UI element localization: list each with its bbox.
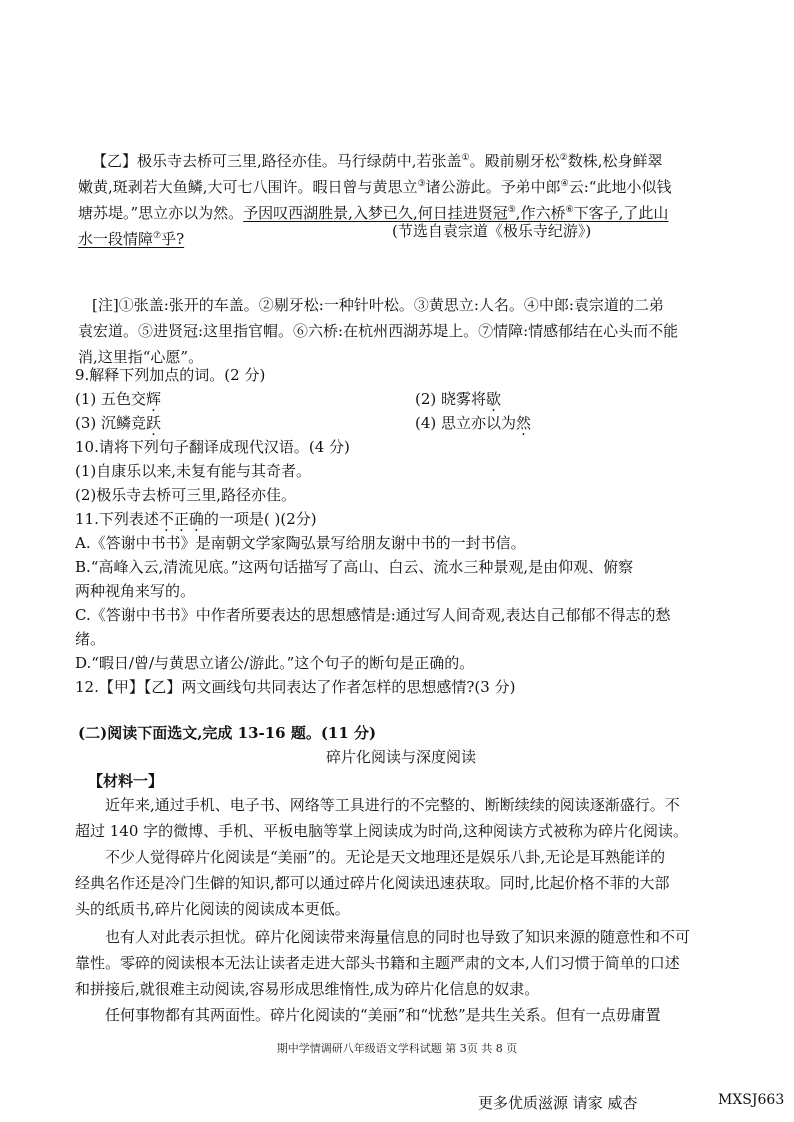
q9-item-row-1 (75, 386, 727, 412)
q11-option-c-line-2: 绪。 (75, 630, 106, 648)
q11-option-b-line-1: B.“高峰入云,清流见底。”这两句话描写了高山、白云、流水三种景观,是由仰观、俯察 (75, 558, 634, 576)
q11-option-c-line-1: C.《答谢中书书》中作者所要表达的思想感情是:通过写人间奇观,表达自己郁郁不得志的愁 (75, 606, 671, 624)
q11-option-a: A.《答谢中书书》是南朝文学家陶弘景写给朋友谢中书的一封书信。 (75, 534, 526, 552)
q9-item-4: (4) 思立亦以为然 (415, 414, 532, 432)
q10-sentence-2: (2)极乐寺去桥可三里,路径亦佳。 (75, 486, 297, 504)
question-12-title: 12.【甲】【乙】两文画线句共同表达了作者怎样的思想感情?(3 分) (75, 678, 516, 696)
article-title: 碎片化阅读与深度阅读 (325, 748, 476, 766)
material-1-label: 【材料一】 (88, 772, 164, 790)
q11-option-d: D.“暇日/曾/与黄思立诸公/游此。”这个句子的断句是正确的。 (75, 654, 475, 672)
para-1-line-1: 近年来,通过手机、电子书、网络等工具进行的不完整的、断断续续的阅读逐渐盛行。不 (105, 796, 680, 814)
question-10-title: 10.请将下列句子翻译成现代汉语。(4 分) (75, 438, 350, 456)
para-3-line-2: 靠性。零碎的阅读根本无法让读者走进大部头书籍和主题严肃的文本,人们习惯于简单的口述 (75, 954, 680, 972)
para-2-line-3: 头的纸质书,碎片化阅读的阅读成本更低。 (75, 900, 350, 918)
q11-option-b-line-2: 两种视角来写的。 (75, 582, 196, 600)
q10-sentence-1: (1)自康乐以来,未复有能与其奇者。 (75, 462, 312, 480)
para-1-line-2: 超过 140 字的微博、手机、平板电脑等掌上阅读成为时尚,这种阅读方式被称为碎片化阅读。 (75, 822, 688, 840)
q9-item-3: (3) 沉鳞竞跃 (75, 414, 162, 432)
passage-yi-line-4: 水一段情障⑦乎? (78, 230, 185, 248)
note-line-3: 消,这里指“心愿”。 (78, 348, 204, 366)
page-footer: 期中学情调研八年级语文学科试题 第 3页 共 8 页 (276, 1042, 518, 1055)
para-3-line-3: 和拼接后,就很难主动阅读,容易形成思维惰性,成为碎片化信息的奴隶。 (75, 980, 540, 998)
para-3-line-1: 也有人对此表示担忧。碎片化阅读带来海量信息的同时也导致了知识来源的随意性和不可 (105, 928, 691, 946)
passage-source: (节选自袁宗道《极乐寺纪游》) (392, 222, 592, 240)
q9-item-2: (2) 晓雾将歇 (415, 390, 502, 408)
passage-yi-line-1: 【乙】极乐寺去桥可三里,路径亦佳。马行绿荫中,若张盖①。殿前剔牙松②数株,松身鲜翠 (92, 152, 663, 170)
promo-text: 更多优质滋源 请家 威杏 (478, 1094, 638, 1112)
para-4-line-1: 任何事物都有其两面性。碎片化阅读的“美丽”和“忧愁”是共生关系。但有一点毋庸置 (105, 1006, 661, 1024)
note-line-1: [注]①张盖:张开的车盖。②剔牙松:一种针叶松。③黄思立:人名。④中郎:袁宗道的二弟 (92, 296, 664, 314)
q9-item-row-2 (75, 410, 727, 436)
q9-item-1: (1) 五色交辉 (75, 390, 162, 408)
note-line-2: 袁宏道。⑤进贤冠:这里指官帽。⑥六桥:在杭州西湖苏堤上。⑦情障:情感郁结在心头而不能 (78, 322, 679, 340)
underlined-sentence: 予因叹西湖胜景,入梦已久,何日挂进贤冠⑤,作六桥⑥下客子,了此山 (243, 204, 669, 222)
watermark-code: MXSJ663 (718, 1092, 785, 1108)
passage-yi-line-2: 嫩黄,斑剥若大鱼鳞,大可七八围许。暇日曾与黄思立③诸公游此。予弟中郎④云:“此地小似钱 (78, 178, 672, 196)
question-9-title: 9.解释下列加点的词。(2 分) (75, 366, 266, 384)
question-11-title: 11.下列表述不正确的一项是( )(2分) (75, 510, 317, 528)
para-2-line-1: 不少人觉得碎片化阅读是“美丽”的。无论是天文地理还是娱乐八卦,无论是耳熟能详的 (105, 848, 666, 866)
para-2-line-2: 经典名作还是冷门生僻的知识,都可以通过碎片化阅读迅速获取。同时,比起价格不菲的大部 (75, 874, 670, 892)
section-2-header: (二)阅读下面选文,完成 13-16 题。(11 分) (78, 724, 377, 742)
passage-yi-line-3: 塘苏堤。”思立亦以为然。予因叹西湖胜景,入梦已久,何日挂进贤冠⑤,作六桥⑥下客子,了此山 (78, 204, 669, 222)
